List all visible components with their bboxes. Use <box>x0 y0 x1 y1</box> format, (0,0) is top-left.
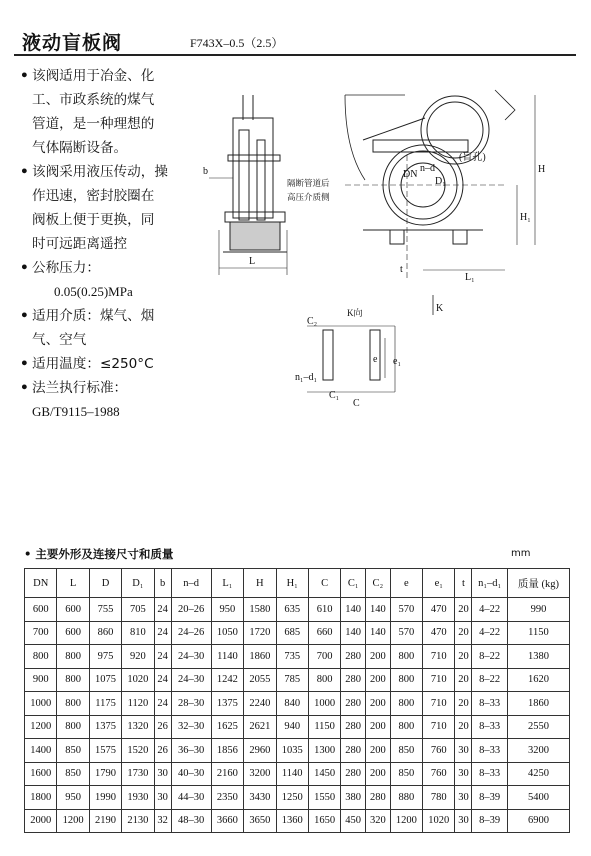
table-cell: 950 <box>57 786 89 810</box>
table-header-row <box>25 569 570 598</box>
table-row <box>25 809 570 833</box>
table-cell: 800 <box>57 692 89 716</box>
table-cell: 8–39 <box>472 786 507 810</box>
table-cell: 1250 <box>276 786 308 810</box>
table-cell: 1020 <box>122 668 154 692</box>
table-cell: 8–33 <box>472 715 507 739</box>
table-cell: 800 <box>57 668 89 692</box>
table-cell: 735 <box>276 645 308 669</box>
valve-drawing <box>195 80 575 410</box>
table-cell: 800 <box>57 715 89 739</box>
table-cell: 1860 <box>507 692 569 716</box>
front-view <box>345 90 535 315</box>
table-cell: 1520 <box>122 739 154 763</box>
table-cell: 1175 <box>89 692 121 716</box>
dim-label-H1: H₁ <box>520 212 531 223</box>
table-cell: 8–39 <box>472 809 507 833</box>
table-cell: 24–26 <box>171 621 211 645</box>
table-cell: 700 <box>308 645 340 669</box>
table-cell: 710 <box>423 692 455 716</box>
table-cell: 1000 <box>308 692 340 716</box>
table-row <box>25 598 570 622</box>
table-cell: 850 <box>57 739 89 763</box>
table-cell: 600 <box>57 598 89 622</box>
pressure-value: 0.05(0.25)MPa <box>54 284 133 299</box>
table-cell: 3200 <box>507 739 569 763</box>
table-cell: 850 <box>390 739 422 763</box>
table-cell: 800 <box>25 645 57 669</box>
table-cell: 28–30 <box>171 692 211 716</box>
col-header: C₂ <box>366 569 391 598</box>
table-cell: 8–22 <box>472 668 507 692</box>
col-header: L₁ <box>211 569 243 598</box>
table-cell: 2621 <box>244 715 276 739</box>
col-header: H₁ <box>276 569 308 598</box>
table-cell: 40–30 <box>171 762 211 786</box>
side-view <box>209 95 287 275</box>
table-cell: 1620 <box>507 668 569 692</box>
table-cell: 600 <box>25 598 57 622</box>
dim-label-L: L <box>249 256 256 267</box>
feature-item-pressure: • 公称压力： 0.05(0.25)MPa <box>18 256 186 304</box>
feature-item-temperature: • 适用温度：≤250°C <box>18 352 186 376</box>
dim-label-C: C <box>353 398 360 409</box>
table-cell: 1120 <box>122 692 154 716</box>
table-cell: 6900 <box>507 809 569 833</box>
table-cell: 800 <box>390 645 422 669</box>
col-header: e <box>390 569 422 598</box>
table-cell: 8–33 <box>472 739 507 763</box>
bullet-icon: • <box>20 380 29 396</box>
dim-label-e: e <box>373 354 378 365</box>
table-row <box>25 692 570 716</box>
blind-hole-label: (盲孔) <box>459 152 486 163</box>
table-cell: 1375 <box>89 715 121 739</box>
table-cell: 24 <box>154 645 171 669</box>
table-cell: 30 <box>455 786 472 810</box>
table-cell: 660 <box>308 621 340 645</box>
table-cell: 1150 <box>308 715 340 739</box>
dim-label-H: H <box>538 164 546 175</box>
table-unit: mm <box>511 548 531 559</box>
dim-label-D1: D₁ <box>435 176 446 187</box>
table-cell: 20 <box>455 621 472 645</box>
table-cell: 800 <box>390 668 422 692</box>
page-title: 液动盲板阀 <box>22 32 123 54</box>
table-cell: 1550 <box>308 786 340 810</box>
dim-label-K: K <box>436 303 444 314</box>
table-cell: 2160 <box>211 762 243 786</box>
feature-item-standard: • 法兰执行标准： GB/T9115–1988 <box>18 376 186 424</box>
feature-item-application: • 该阀适用于冶金、化 工、市政系统的煤气 管道，是一种理想的 气体隔断设备。 <box>18 64 186 160</box>
spec-table <box>24 568 570 833</box>
table-cell: 1575 <box>89 739 121 763</box>
table-cell: 840 <box>276 692 308 716</box>
table-cell: 800 <box>57 645 89 669</box>
table-cell: 950 <box>211 598 243 622</box>
table-cell: 3660 <box>211 809 243 833</box>
table-cell: 1000 <box>25 692 57 716</box>
table-cell: 24 <box>154 621 171 645</box>
table-cell: 610 <box>308 598 340 622</box>
table-cell: 705 <box>122 598 154 622</box>
table-cell: 1150 <box>507 621 569 645</box>
table-cell: 800 <box>390 715 422 739</box>
table-cell: 380 <box>341 786 366 810</box>
table-cell: 1140 <box>276 762 308 786</box>
table-cell: 200 <box>366 762 391 786</box>
header <box>14 26 576 56</box>
table-cell: 710 <box>423 668 455 692</box>
table-cell: 1020 <box>423 809 455 833</box>
col-header: L <box>57 569 89 598</box>
table-cell: 860 <box>89 621 121 645</box>
dim-label-C1: C₁ <box>329 390 340 401</box>
table-cell: 780 <box>423 786 455 810</box>
table-cell: 920 <box>122 645 154 669</box>
header-rule <box>14 54 576 56</box>
table-cell: 1625 <box>211 715 243 739</box>
table-cell: 4–22 <box>472 621 507 645</box>
model-number: F743X–0.5（2.5） <box>190 36 284 50</box>
table-cell: 2550 <box>507 715 569 739</box>
table-cell: 1580 <box>244 598 276 622</box>
table-cell: 800 <box>390 692 422 716</box>
table-cell: 900 <box>25 668 57 692</box>
col-header: DN <box>25 569 57 598</box>
col-header: D <box>89 569 121 598</box>
table-cell: 880 <box>390 786 422 810</box>
table-cell: 8–22 <box>472 645 507 669</box>
table-cell: 2960 <box>244 739 276 763</box>
table-cell: 280 <box>341 645 366 669</box>
table-cell: 5400 <box>507 786 569 810</box>
table-cell: 785 <box>276 668 308 692</box>
table-body <box>25 598 570 833</box>
table-cell: 280 <box>341 762 366 786</box>
table-cell: 280 <box>341 692 366 716</box>
table-cell: 1800 <box>25 786 57 810</box>
col-header: 质量 (kg) <box>507 569 569 598</box>
table-cell: 20 <box>455 645 472 669</box>
table-cell: 200 <box>366 715 391 739</box>
table-cell: 8–33 <box>472 762 507 786</box>
table-cell: 48–30 <box>171 809 211 833</box>
k-view <box>307 326 395 392</box>
table-cell: 755 <box>89 598 121 622</box>
table-row <box>25 621 570 645</box>
table-cell: 140 <box>366 598 391 622</box>
table-cell: 975 <box>89 645 121 669</box>
table-cell: 800 <box>308 668 340 692</box>
table-cell: 200 <box>366 739 391 763</box>
table-cell: 710 <box>423 645 455 669</box>
table-cell: 320 <box>366 809 391 833</box>
table-cell: 1730 <box>122 762 154 786</box>
table-cell: 30 <box>154 786 171 810</box>
table-cell: 450 <box>341 809 366 833</box>
bullet-icon: • <box>20 68 29 84</box>
table-cell: 200 <box>366 668 391 692</box>
dim-label-t: t <box>400 264 403 275</box>
feature-item-operation: • 该阀采用液压传动，操 作迅速，密封胶圈在 阀板上便于更换，同 时可远距离遥控 <box>18 160 186 256</box>
table-cell: 3200 <box>244 762 276 786</box>
table-row <box>25 762 570 786</box>
table-cell: 1035 <box>276 739 308 763</box>
dim-label-L1: L₁ <box>465 272 475 283</box>
table-cell: 710 <box>423 715 455 739</box>
table-cell: 1860 <box>244 645 276 669</box>
table-cell: 3430 <box>244 786 276 810</box>
table-cell: 200 <box>366 692 391 716</box>
bullet-icon: • <box>20 356 29 372</box>
table-cell: 30 <box>154 762 171 786</box>
table-cell: 36–30 <box>171 739 211 763</box>
table-cell: 1320 <box>122 715 154 739</box>
table-row <box>25 786 570 810</box>
table-cell: 635 <box>276 598 308 622</box>
table-title: • 主要外形及连接尺寸和质量 <box>24 547 174 561</box>
table-cell: 24 <box>154 668 171 692</box>
table-cell: 20 <box>455 715 472 739</box>
table-cell: 2240 <box>244 692 276 716</box>
table-cell: 570 <box>390 598 422 622</box>
table-cell: 1200 <box>57 809 89 833</box>
table-cell: 1380 <box>507 645 569 669</box>
table-cell: 1200 <box>25 715 57 739</box>
bullet-icon: • <box>20 260 29 276</box>
table-cell: 470 <box>423 598 455 622</box>
table-cell: 20–26 <box>171 598 211 622</box>
col-header: C₁ <box>341 569 366 598</box>
table-cell: 850 <box>390 762 422 786</box>
table-cell: 1650 <box>308 809 340 833</box>
table-row <box>25 715 570 739</box>
table-cell: 1200 <box>390 809 422 833</box>
table-cell: 4250 <box>507 762 569 786</box>
standard-value: GB/T9115–1988 <box>32 404 120 419</box>
table-cell: 990 <box>507 598 569 622</box>
col-header: t <box>455 569 472 598</box>
dim-label-n1-d1: n₁–d₁ <box>295 372 317 383</box>
table-cell: 20 <box>455 668 472 692</box>
table-cell: 810 <box>122 621 154 645</box>
dim-label-DN: DN <box>403 169 418 180</box>
table-cell: 8–33 <box>472 692 507 716</box>
table-cell: 940 <box>276 715 308 739</box>
k-view-label: K向 <box>347 308 363 318</box>
table-row <box>25 645 570 669</box>
col-header: H <box>244 569 276 598</box>
table-cell: 1242 <box>211 668 243 692</box>
feature-list <box>18 64 186 424</box>
table-cell: 470 <box>423 621 455 645</box>
table-cell: 2000 <box>25 809 57 833</box>
table-cell: 280 <box>366 786 391 810</box>
table-cell: 26 <box>154 739 171 763</box>
table-cell: 2130 <box>122 809 154 833</box>
table-cell: 850 <box>57 762 89 786</box>
table-cell: 280 <box>341 668 366 692</box>
table-cell: 1300 <box>308 739 340 763</box>
col-header: b <box>154 569 171 598</box>
table-cell: 140 <box>341 621 366 645</box>
table-cell: 24–30 <box>171 668 211 692</box>
table-cell: 44–30 <box>171 786 211 810</box>
table-cell: 1075 <box>89 668 121 692</box>
table-cell: 3650 <box>244 809 276 833</box>
table-cell: 30 <box>455 762 472 786</box>
table-cell: 760 <box>423 762 455 786</box>
blind-note-line-2: 高压介质侧 <box>287 192 330 202</box>
table-cell: 1050 <box>211 621 243 645</box>
table-cell: 1600 <box>25 762 57 786</box>
table-cell: 24–30 <box>171 645 211 669</box>
table-cell: 760 <box>423 739 455 763</box>
table-cell: 32 <box>154 809 171 833</box>
feature-item-medium: • 适用介质：煤气、烟 气、空气 <box>18 304 186 352</box>
col-header: e₁ <box>423 569 455 598</box>
table-cell: 1360 <box>276 809 308 833</box>
table-cell: 2350 <box>211 786 243 810</box>
table-cell: 1400 <box>25 739 57 763</box>
table-cell: 140 <box>341 598 366 622</box>
table-cell: 26 <box>154 715 171 739</box>
table-cell: 30 <box>455 809 472 833</box>
table-cell: 20 <box>455 598 472 622</box>
bullet-icon: • <box>20 164 29 180</box>
table-cell: 280 <box>341 715 366 739</box>
table-cell: 30 <box>455 739 472 763</box>
table-cell: 4–22 <box>472 598 507 622</box>
table-cell: 1720 <box>244 621 276 645</box>
table-cell: 1856 <box>211 739 243 763</box>
col-header: n–d <box>171 569 211 598</box>
table-cell: 1790 <box>89 762 121 786</box>
table-header-bar <box>24 546 569 566</box>
table-cell: 1990 <box>89 786 121 810</box>
table-cell: 32–30 <box>171 715 211 739</box>
bullet-icon: • <box>20 308 29 324</box>
table-cell: 570 <box>390 621 422 645</box>
table-cell: 140 <box>366 621 391 645</box>
table-cell: 1140 <box>211 645 243 669</box>
table-cell: 2190 <box>89 809 121 833</box>
table-cell: 24 <box>154 598 171 622</box>
dim-label-C2: C₂ <box>307 316 318 327</box>
dim-label-n-d: n–d <box>420 163 435 174</box>
table-cell: 280 <box>341 739 366 763</box>
table-cell: 2055 <box>244 668 276 692</box>
dim-label-b: b <box>203 166 208 177</box>
table-row <box>25 668 570 692</box>
col-header: n₁–d₁ <box>472 569 507 598</box>
table-cell: 600 <box>57 621 89 645</box>
col-header: C <box>308 569 340 598</box>
blind-note-line-1: 隔断管道后 <box>287 178 330 188</box>
table-cell: 1450 <box>308 762 340 786</box>
table-cell: 700 <box>25 621 57 645</box>
table-cell: 200 <box>366 645 391 669</box>
table-cell: 20 <box>455 692 472 716</box>
table-row <box>25 739 570 763</box>
col-header: D₁ <box>122 569 154 598</box>
table-cell: 24 <box>154 692 171 716</box>
table-cell: 1375 <box>211 692 243 716</box>
table-cell: 685 <box>276 621 308 645</box>
table-cell: 1930 <box>122 786 154 810</box>
dim-label-e1: e₁ <box>393 356 401 367</box>
